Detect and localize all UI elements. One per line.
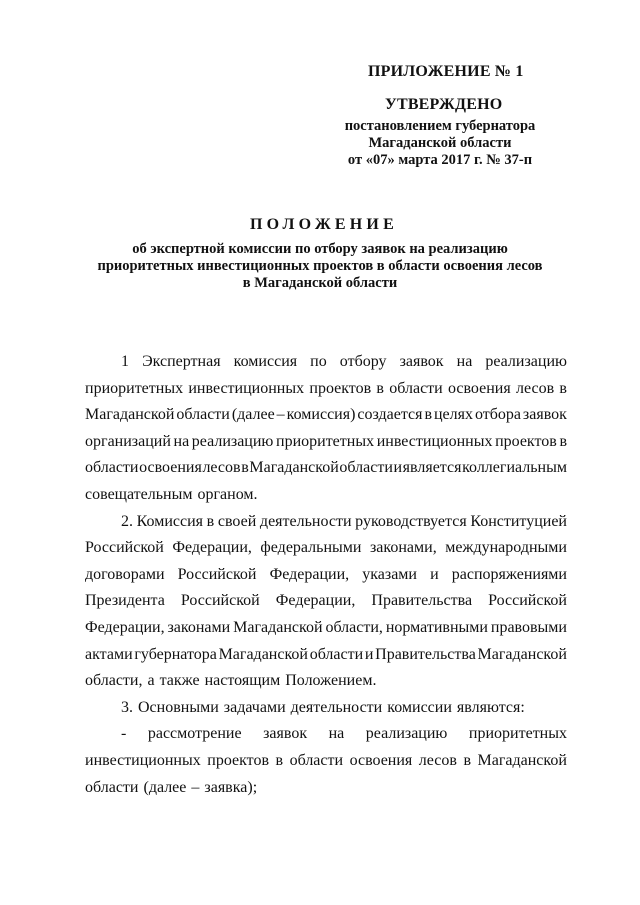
word: лесов [202,459,241,477]
word: приоритетных [468,725,567,743]
word: Российской [488,592,567,610]
text-line [85,775,567,802]
word: Экспертная [142,353,221,370]
word: освоения [447,379,511,397]
word: Правительства [375,645,476,663]
word: Федерации, [275,592,356,610]
document-subtitle [0,241,640,292]
word: области, [325,618,383,636]
word: заявок [263,725,308,743]
word: Федерации, [269,565,350,583]
word: реализацию [485,353,567,370]
word: губернатора [134,645,217,663]
word: области [289,751,344,769]
paragraph-4 [85,721,567,801]
subtitle-line: приоритетных инвестиционных проектов в области освоения лесов [97,258,543,274]
word: лесов [515,379,555,397]
word: инвестиционных [376,432,493,450]
word: – [276,406,285,424]
word: организаций [85,432,171,450]
word: области [85,778,139,796]
word: является [402,459,462,477]
word: – [191,778,200,796]
approved-label: УТВЕРЖДЕНО [385,96,503,113]
word: федеральными [260,539,362,557]
word: приоритетных [276,432,375,450]
word: и [364,645,374,663]
paragraph-1 [85,349,567,509]
text-line [85,455,567,482]
word: области, [85,672,143,690]
word: указами [362,565,417,583]
word: законами [167,618,231,636]
word: (далее [143,778,187,796]
word: Магаданской [85,406,175,424]
word: комиссия) [286,406,356,424]
text-line [85,482,567,509]
word: деятельности [259,512,352,530]
word: Федерации, [172,539,252,557]
word: в [424,406,433,424]
word: своей [217,512,257,530]
paragraph-2 [85,509,567,695]
word: Президента [85,592,165,610]
word: в [376,379,384,397]
word: задачами [223,698,286,716]
word: настоящим [204,672,281,690]
word: а [147,672,155,690]
word: также [159,672,200,690]
word: Магаданской [249,459,339,477]
appendix-label: ПРИЛОЖЕНИЕ № 1 [368,63,524,80]
word: проектов [309,379,372,397]
word: 2. [121,512,133,530]
word: в [275,751,284,769]
word: рассмотрение [147,725,242,743]
word: области [85,459,139,477]
word: проектов [207,751,270,769]
word: заявка); [204,778,258,796]
word: - [121,725,127,743]
word: коллегиальным [462,459,567,477]
word: инвестиционных [85,751,201,769]
word: международными [445,539,567,557]
word: Положением. [285,672,377,690]
word: на [456,353,473,370]
word: проектов [495,432,557,450]
word: области [339,459,393,477]
text-line [85,429,567,456]
approval-line: постановлением губернатора [344,118,536,134]
word: договорами [85,565,165,583]
word: 3. [121,698,133,716]
word: освоения [139,459,202,477]
text-line [85,349,567,376]
word: инвестиционных [188,379,305,397]
text-line [85,615,567,642]
word: на [328,725,345,743]
word: органом. [197,485,258,503]
word: актами [85,645,133,663]
word: области [389,379,443,397]
paragraph-3 [85,695,567,722]
word: нормативными [385,618,488,636]
text-line [85,509,567,536]
word: по [310,353,327,370]
word: на [173,432,190,450]
word: совещательным [85,485,193,503]
approval-line: Магаданской области [368,135,512,151]
text-line [85,562,567,589]
word: лесов [418,751,457,769]
word: деятельности [290,698,383,716]
word: (далее [231,406,275,424]
word: Правительства [371,592,473,610]
word: Федерации, [85,618,165,636]
word: области [176,406,230,424]
word: Магаданской [218,645,308,663]
word: правовыми [490,618,567,636]
text-line [85,588,567,615]
word: освоения [349,751,413,769]
word: Конституцией [470,512,567,530]
approval-details [330,118,550,169]
word: Российской [180,592,260,610]
word: Магаданской [477,645,567,663]
word: целях [433,406,473,424]
subtitle-line: в Магаданской области [242,275,398,291]
word: комиссии [387,698,452,716]
text-line [85,642,567,669]
word: приоритетных [85,379,184,397]
word: Российской [177,565,257,583]
word: Российской [85,539,164,557]
word: области [309,645,364,663]
document-title: ПОЛОЖЕНИЕ [250,216,398,233]
text-line [85,402,567,429]
word: реализацию [365,725,448,743]
word: Комиссия [136,512,204,530]
word: 1 [121,353,129,370]
approval-line: от «07» марта 2017 г. № 37-п [347,152,533,168]
text-line [85,748,567,775]
word: являются: [456,698,525,716]
word: Основными [138,698,219,716]
word: создается [357,406,423,424]
word: заявок [399,353,444,370]
word: в [241,459,249,477]
word: Магаданской [233,618,323,636]
word: комиссия [233,353,298,370]
word: законами, [369,539,437,557]
word: в [206,512,215,530]
word: в [463,751,471,769]
word: заявок [522,406,567,424]
document-body [85,349,567,801]
text-line [85,721,567,748]
word: отбора [474,406,521,424]
word: и [430,565,439,583]
text-line [85,668,567,695]
word: отбору [339,353,387,370]
word: в [559,432,567,450]
text-line [85,695,567,722]
word: реализацию [191,432,274,450]
word: и [393,459,403,477]
word: распоряжениями [451,565,567,583]
word: руководствуется [355,512,467,530]
word: в [559,379,567,397]
subtitle-line: об экспертной комиссии по отбору заявок на реализацию [132,241,508,257]
text-line [85,376,567,403]
text-line [85,535,567,562]
word: Магаданской [477,751,567,769]
